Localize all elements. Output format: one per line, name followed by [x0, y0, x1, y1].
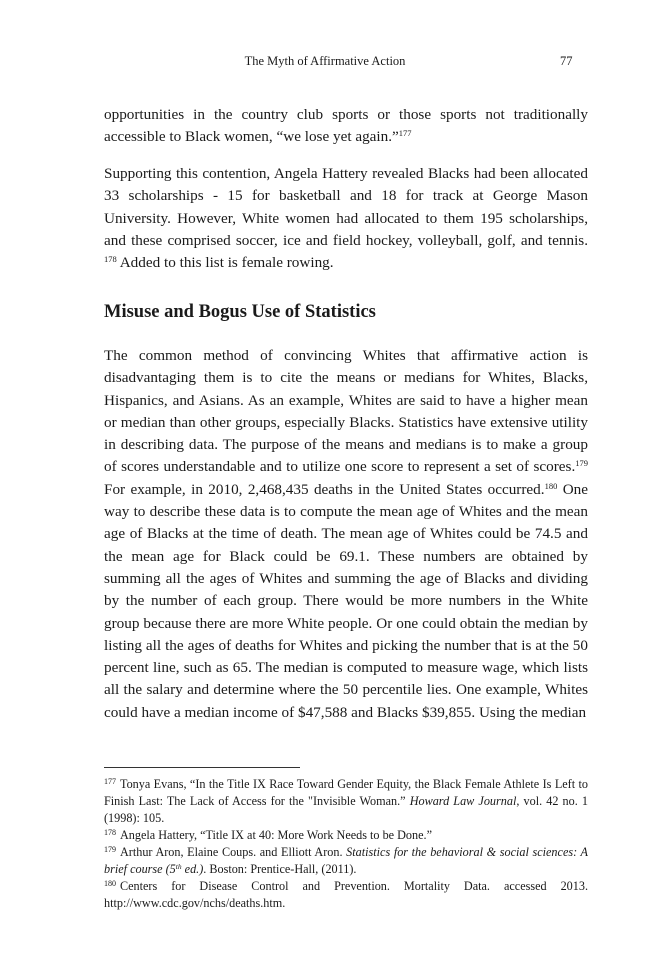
footnote-journal: Howard Law Journal	[409, 794, 517, 808]
footnote-text: Tonya Evans, “In the Title IX Race Toward Gender Equity, the Black Female Athlete Is Left to Finish Last: The Lack of Access for the "Invisible Woman.”	[104, 777, 588, 808]
paragraph-scholarships	[104, 163, 588, 274]
footnote-book-title-end: ed.)	[181, 862, 204, 876]
footnote-number: 178	[104, 828, 116, 837]
footnote-ref-179: 179	[575, 458, 588, 469]
footnote-ref-180: 180	[544, 480, 558, 491]
footnote-ref-178: 178	[104, 254, 117, 265]
footnote-divider	[104, 767, 300, 768]
footnote-text: , vol. 42 no. 1 (1998): 105.	[104, 794, 588, 825]
paragraph-text: Added to this list is female rowing.	[116, 254, 334, 272]
footnote-180	[104, 878, 588, 912]
footnotes	[104, 776, 588, 912]
paragraph-statistics	[104, 345, 588, 724]
footnote-178	[104, 827, 588, 844]
footnote-number: 179	[104, 845, 116, 854]
footnote-ref-177: 177	[398, 128, 412, 139]
footnote-number: 177	[104, 777, 116, 786]
section-heading: Misuse and Bogus Use of Statistics	[104, 302, 376, 322]
footnote-text: Arthur Aron, Elaine Coups. and Elliott Aron.	[120, 845, 347, 859]
footnote-179	[104, 844, 588, 878]
paragraph-continued	[104, 104, 588, 149]
footnote-177	[104, 776, 588, 827]
footnote-text: . Boston: Prentice-Hall, (2011).	[203, 862, 357, 876]
paragraph-text: opportunities in the country club sports or those sports not traditionally accessible to Black women, “we lose yet again.”	[104, 106, 588, 146]
footnote-number: 180	[104, 879, 116, 888]
footnote-book-title-text: Statistics for the behavioral & social sciences: A brief course (5	[104, 845, 589, 876]
footnote-text: Centers for Disease Control and Prevention. Mortality Data. accessed 2013. http://www.cdc.gov/nchs/deaths.htm.	[104, 879, 588, 910]
running-header-title: The Myth of Affirmative Action	[244, 54, 406, 68]
paragraph-text: For example, in 2010, 2,468,435 deaths in the United States occurred.	[104, 480, 545, 498]
footnote-text: Angela Hattery, “Title IX at 40: More Work Needs to be Done.”	[120, 828, 432, 842]
paragraph-text: The common method of convincing Whites that affirmative action is disadvantaging them is to cite the means or medians for Whites, Blacks, Hispanics, and Asians. As an example, Whites are said to have a higher mean or median than other groups, especially Blacks. Statistics have extensive utility in describing data. The purpose of the means and medians is to make a group of scores understandable and to utilize one score to represent a set of scores.	[104, 347, 588, 476]
footnote-edition-sup: th	[175, 862, 182, 871]
paragraph-text: One way to describe these data is to compute the mean age of Whites and the mean age of Blacks at the time of death. The mean age of Whites could be 74.5 and the mean age for Black could be 69.1. These numbers are obtained by summing all the ages of Whites and summing the age of Blacks and dividing by the number of each group. There would be more numbers in the White group because there are more White people. Or one could obtain the median by listing all the ages of deaths for Whites and picking the number that is at the 50 percent line, such as 65. The median is computed to measure wage, which lists all the salary and determine where the 50 percentile lies. One example, Whites could have a median income of $47,588 and Blacks $39,855. Using the median	[104, 480, 588, 721]
page-number: 77	[560, 54, 573, 68]
paragraph-text: Supporting this contention, Angela Hattery revealed Blacks had been allocated 33 scholarships - 15 for basketball and 18 for track at George Mason University. However, White women had allocated to them 195 scholarships, and these comprised soccer, ice and field hockey, volleyball, golf, and tennis.	[104, 165, 588, 249]
